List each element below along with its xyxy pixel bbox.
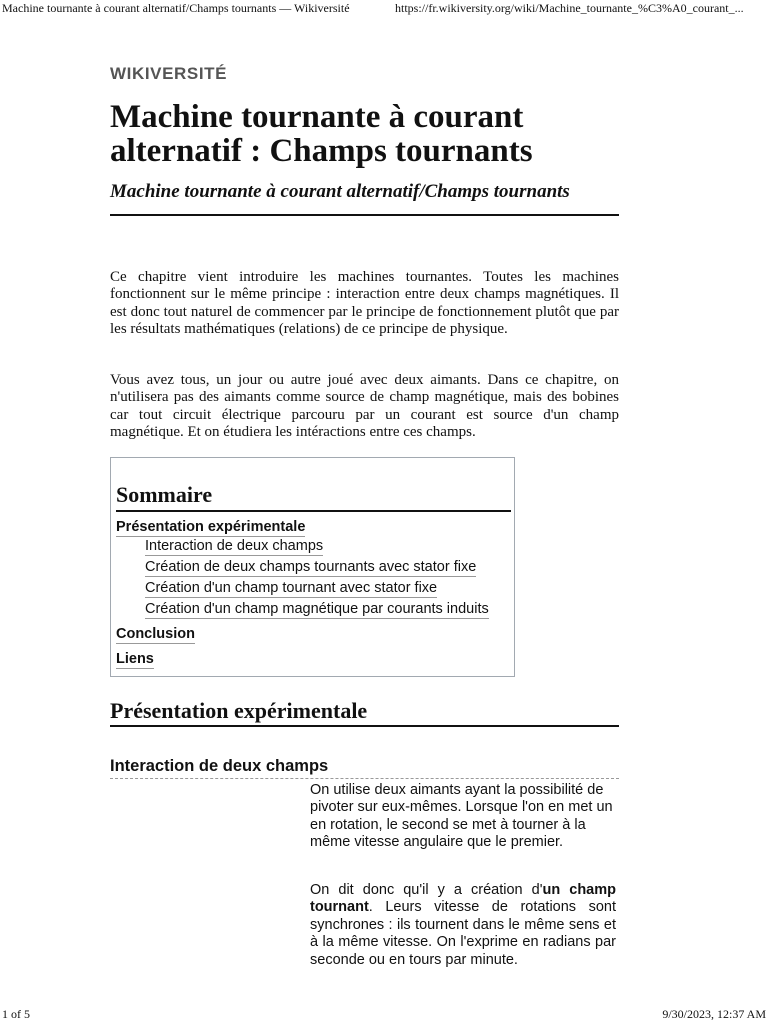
print-footer bbox=[0, 1006, 768, 1024]
paragraph-text-after: . Leurs vitesse de rotations sont synchrones : ils tournent dans le même sens et à la même vitesse. On l'exprime en radians par seconde ou en tours par minute. bbox=[310, 899, 616, 968]
champ-tournant-term: un champ tournant bbox=[310, 882, 616, 916]
print-header-title: Machine tournante à courant alternatif/Champs tournants — Wikiversité bbox=[2, 1, 350, 15]
print-header-url: https://fr.wikiversity.org/wiki/Machine_tournante_%C3%A0_courant_... bbox=[395, 1, 744, 15]
toc-item-courants-induits[interactable]: Création d'un champ magnétique par courants induits bbox=[145, 601, 489, 617]
toc-item-liens[interactable]: Liens bbox=[116, 651, 154, 667]
toc-title: Sommaire bbox=[116, 480, 511, 512]
toc-item-deux-champs-tournants[interactable]: Création de deux champs tournants avec stator fixe bbox=[145, 559, 477, 575]
toc-item-presentation-experimentale[interactable]: Présentation expérimentale bbox=[116, 519, 306, 535]
toc-item-conclusion[interactable]: Conclusion bbox=[116, 626, 195, 642]
table-of-contents bbox=[110, 457, 515, 677]
toc-item-interaction-de-deux-champs[interactable]: Interaction de deux champs bbox=[145, 538, 324, 554]
subsection-heading-interaction: Interaction de deux champs bbox=[110, 756, 619, 779]
intro-paragraph-1: Ce chapitre vient introduire les machines tournantes. Toutes les machines fonctionnent sur le même principe : interaction entre deux champs magnétiques. Il est donc tout naturel de commencer par le principe de fonctionnement plutôt que par les résultats mathématiques (relations) de ce principe de physique. bbox=[110, 269, 619, 338]
page-subtitle: Machine tournante à courant alternatif/Champs tournants bbox=[110, 172, 619, 216]
page-number: 1 of 5 bbox=[2, 1007, 30, 1021]
paragraph-text-before: On dit donc qu'il y a création d' bbox=[310, 882, 543, 898]
print-datetime: 9/30/2023, 12:37 AM bbox=[662, 1007, 766, 1021]
site-logo[interactable]: WIKIVERSITÉ bbox=[110, 64, 228, 83]
section-heading-presentation: Présentation expérimentale bbox=[110, 697, 619, 727]
toc-item-champ-tournant-stator-fixe[interactable]: Création d'un champ tournant avec stator fixe bbox=[145, 580, 438, 596]
interaction-paragraph-1: On utilise deux aimants ayant la possibilité de pivoter sur eux-mêmes. Lorsque l'on en met un en rotation, le second se met à tourner à la même vitesse angulaire que le premier. bbox=[310, 782, 613, 851]
print-header bbox=[0, 0, 768, 18]
page-title: Machine tournante à courant alternatif : Champs tournants bbox=[110, 99, 533, 169]
interaction-paragraph-2 bbox=[310, 882, 616, 969]
intro-paragraph-2: Vous avez tous, un jour ou autre joué avec deux aimants. Dans ce chapitre, on n'utilisera pas des aimants comme source de champ magnétique, mais des bobines car tout circuit électrique parcouru par un courant est source d'un champ magnétique. Et on étudiera les intéractions entre ces champs. bbox=[110, 372, 619, 441]
